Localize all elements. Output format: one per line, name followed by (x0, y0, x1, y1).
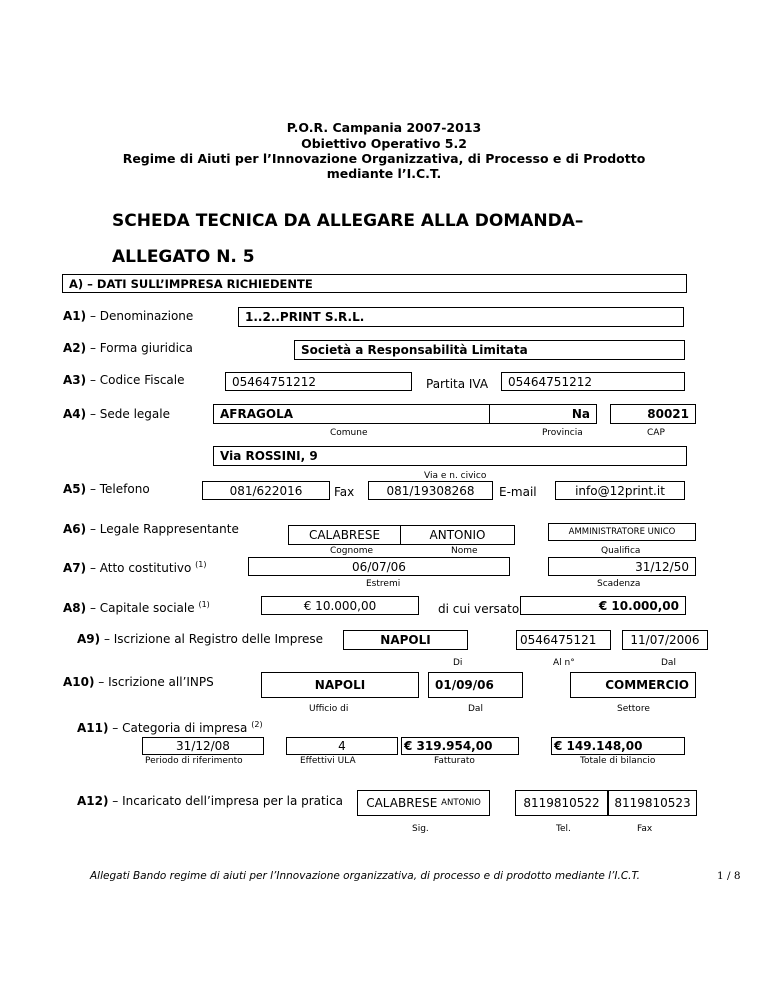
a12-tel-field[interactable]: 8119810522 (515, 790, 608, 816)
a7-estremi-field[interactable]: 06/07/06 (248, 557, 510, 576)
a10-ufficio-field[interactable]: NAPOLI (261, 672, 419, 698)
a5-label: A5) – Telefono (63, 482, 150, 496)
fax-label: Fax (334, 485, 355, 499)
sig-caption: Sig. (412, 824, 429, 834)
qualifica-caption: Qualifica (601, 546, 641, 556)
a10-label: A10) – Iscrizione all’INPS (63, 675, 214, 689)
a7-scadenza-field[interactable]: 31/12/50 (548, 557, 696, 576)
a9-numero-field[interactable]: 0546475121 (516, 630, 611, 650)
partita-iva-label: Partita IVA (426, 377, 489, 391)
a8-versato-field[interactable]: € 10.000,00 (520, 596, 686, 615)
a11-fatturato-field[interactable]: € 319.954,00 (401, 737, 519, 755)
a2-label: A2) – Forma giuridica (63, 341, 193, 355)
bilancio-caption: Totale di bilancio (580, 756, 656, 766)
ufficio-caption: Ufficio di (309, 704, 349, 714)
fax-caption: Fax (637, 824, 653, 834)
document-title: SCHEDA TECNICA DA ALLEGARE ALLA DOMANDA– (112, 211, 584, 231)
a4-comune-field[interactable]: AFRAGOLA (213, 404, 490, 424)
a8-label: A8) – Capitale sociale $^{(1)}$ (63, 600, 210, 615)
a4-via-field[interactable]: Via ROSSINI, 9 (213, 446, 687, 466)
email-label: E-mail (499, 485, 537, 499)
versato-label: di cui versato (438, 602, 520, 616)
a1-denominazione-field[interactable]: 1..2..PRINT S.R.L. (238, 307, 684, 327)
a11-bilancio-field[interactable]: € 149.148,00 (551, 737, 685, 755)
a11-periodo-field[interactable]: 31/12/08 (142, 737, 264, 755)
a8-capitale-field[interactable]: € 10.000,00 (261, 596, 419, 615)
nome-caption: Nome (451, 546, 478, 556)
header-line-4: mediante l’I.C.T. (326, 166, 442, 181)
a6-nome-field[interactable]: ANTONIO (400, 525, 515, 545)
dal-caption-a10: Dal (468, 704, 483, 714)
a2-forma-giuridica-field[interactable]: Società a Responsabilità Limitata (294, 340, 685, 360)
a11-ula-field[interactable]: 4 (286, 737, 398, 755)
a5-telefono-field[interactable]: 081/622016 (202, 481, 330, 500)
fatturato-caption: Fatturato (434, 756, 475, 766)
cap-caption: CAP (647, 428, 665, 438)
a1-label: A1) – Denominazione (63, 309, 194, 323)
header-line-2: Obiettivo Operativo 5.2 (301, 136, 467, 151)
a4-provincia-field[interactable]: Na (489, 404, 597, 424)
a3-partita-iva-field[interactable]: 05464751212 (501, 372, 685, 391)
header-line-3: Regime di Aiuti per l’Innovazione Organizzativa, di Processo e di Prodotto (122, 151, 646, 166)
a12-fax-field[interactable]: 8119810523 (608, 790, 697, 816)
header-line-1: P.O.R. Campania 2007-2013 (286, 120, 482, 135)
a6-label: A6) – Legale Rappresentante (63, 522, 239, 536)
a4-cap-field[interactable]: 80021 (610, 404, 696, 424)
a3-label: A3) – Codice Fiscale (63, 373, 185, 387)
a9-di-field[interactable]: NAPOLI (343, 630, 468, 650)
a6-qualifica-field[interactable]: AMMINISTRATORE UNICO (548, 523, 696, 541)
a4-label: A4) – Sede legale (63, 407, 170, 421)
estremi-caption: Estremi (366, 579, 401, 589)
a5-fax-field[interactable]: 081/19308268 (368, 481, 493, 500)
page-number: 1 / 8 (717, 870, 741, 882)
settore-caption: Settore (617, 704, 650, 714)
a11-label: A11) – Categoria di impresa $^{(2)}$ (77, 720, 263, 735)
a12-label: A12) – Incaricato dell’impresa per la pratica (77, 794, 344, 808)
ula-caption: Effettivi ULA (300, 756, 356, 766)
numero-caption: Al n° (553, 658, 575, 668)
a9-dal-field[interactable]: 11/07/2006 (622, 630, 708, 650)
a3-codice-fiscale-field[interactable]: 05464751212 (225, 372, 412, 391)
a10-dal-field[interactable]: 01/09/06 (428, 672, 523, 698)
a7-label: A7) – Atto costitutivo $^{(1)}$ (63, 560, 207, 575)
scadenza-caption: Scadenza (597, 579, 641, 589)
periodo-caption: Periodo di riferimento (145, 756, 243, 766)
via-caption: Via e n. civico (424, 471, 487, 481)
a5-email-field[interactable]: info@12print.it (555, 481, 685, 500)
section-a-heading: A) – DATI SULL’IMPRESA RICHIEDENTE (62, 274, 687, 293)
cognome-caption: Cognome (330, 546, 374, 556)
a9-label: A9) – Iscrizione al Registro delle Imprese (77, 632, 324, 646)
document-subtitle: ALLEGATO N. 5 (112, 247, 255, 267)
tel-caption: Tel. (556, 824, 571, 834)
footer-text: Allegati Bando regime di aiuti per l’Innovazione organizzativa, di processo e di prodotto mediante l’I.C.T. (90, 870, 641, 882)
comune-caption: Comune (330, 428, 368, 438)
provincia-caption: Provincia (542, 428, 583, 438)
dal-caption-a9: Dal (661, 658, 676, 668)
a6-cognome-field[interactable]: CALABRESE (288, 525, 401, 545)
a12-sig-field[interactable]: CALABRESE ANTONIO (357, 790, 490, 816)
a10-settore-field[interactable]: COMMERCIO (570, 672, 696, 698)
di-caption: Di (453, 658, 463, 668)
